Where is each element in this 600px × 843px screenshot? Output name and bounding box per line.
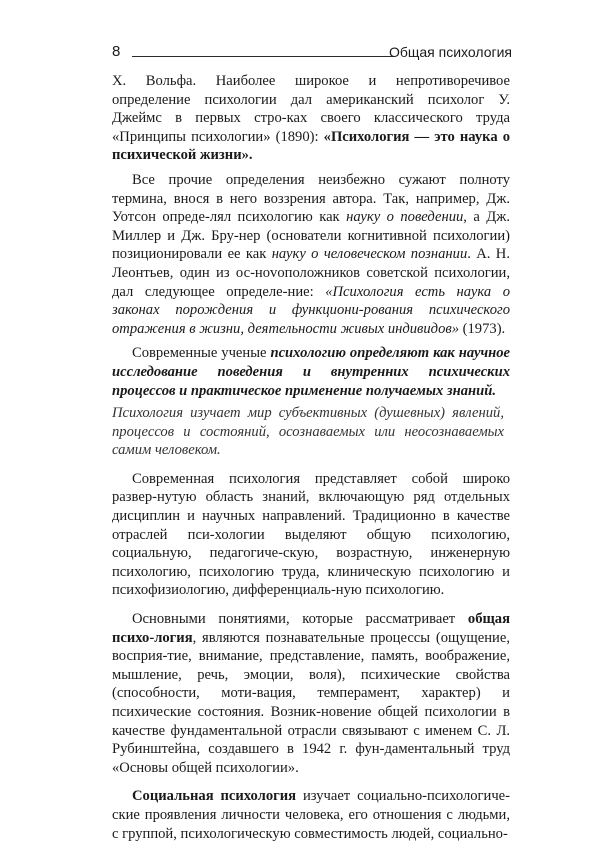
term-social-psychology: Социальная психология: [132, 788, 297, 805]
paragraph-james-definition: Х. Вольфа. Наиболее широкое и непротиворечивое определение психологии дал американский психолог У. Джеймс в первых стро-ках своего классического труда «Принципы психологии» (1890): «Психология — это наука о психической жизни».: [112, 73, 510, 164]
paragraph-other-definitions: Все прочие определения неизбежно сужают полноту термина, внося в него воззрения автора. Так, например, Дж. Уотсон опреде-лял психологию как науку о поведении, а Дж. Миллер и Дж. Бру-нер (основатели когнитивной психологии) позиционировали ее как науку о человеческом познании. А. Н. Леонтьев, один из ос-нovоположников советской психологии, дал следующее определе-ние: «Психология есть наука о законах порождения и функциони-рования психического отражения в жизни, деятельности живых индивидов» (1973).: [112, 171, 510, 337]
paragraph-branches: Современная психология представляет собой широко развер-нутую область знаний, включающую ряд отдельных дисциплин и научных направлений. Традиционно в качестве отраслей пси-хологии выделяют общую психологию, социальную, педагогиче-скую, возрастную, инженерную психологию, психологию труда, клиническую психологию и психофизиологию, дифференциаль-ную психологию.: [112, 470, 510, 599]
paragraph-modern-definition: Современные ученые психологию определяют как научное исследование поведения и внутренних психических процессов и практическое применение получаемых знаний.: [112, 345, 510, 399]
running-header: [92, 40, 512, 64]
james-definition: «Психология — это наука о психической жизни».: [112, 128, 510, 164]
page-number: 8: [112, 43, 121, 60]
running-title: Общая психология: [388, 44, 512, 60]
leontiev-quote: «Психология есть наука о законах порождения и функциони-рования психического отражения в жизни, деятельности живых индивидов»: [112, 283, 510, 337]
header-rule: [132, 56, 394, 57]
watson-definition: науку о поведении: [346, 209, 464, 226]
term-general-psychology: общая психо-логия: [112, 611, 510, 646]
miller-bruner-definition: науку о человеческом познании: [271, 246, 468, 263]
body-text: [112, 72, 510, 843]
paragraph-general-psychology: Основными понятиями, которые рассматривает общая психо-логия, являются познавательные процессы (ощущение, восприя-тие, внимание, представление, память, воображение, мышление, речь, эмоции, воля), психические свойства (способности, моти-вация, темперамент, характер) и психические состояния. Возник-новение общей психологии в качестве фундаментальной отрасли связывают с именем С. Л. Рубинштейна, создавшего в 1942 г. фун-даментальный труд «Основы общей психологии».: [112, 611, 510, 776]
definition-note: Психология изучает мир субъективных (душевных) явлений, процессов и состояний, осознаваемых или неосознаваемых самим человеком.: [112, 405, 504, 459]
modern-definition: психологию определяют как научное исследование поведения и внутренних психических процессов и практическое применение получаемых знаний.: [112, 345, 510, 399]
paragraph-social-psychology: Социальная психология изучает социально-психологиче-ские проявления личности человека, его отношения с людьми, с группой, психологическую совместимость людей, социально-: [112, 788, 510, 842]
